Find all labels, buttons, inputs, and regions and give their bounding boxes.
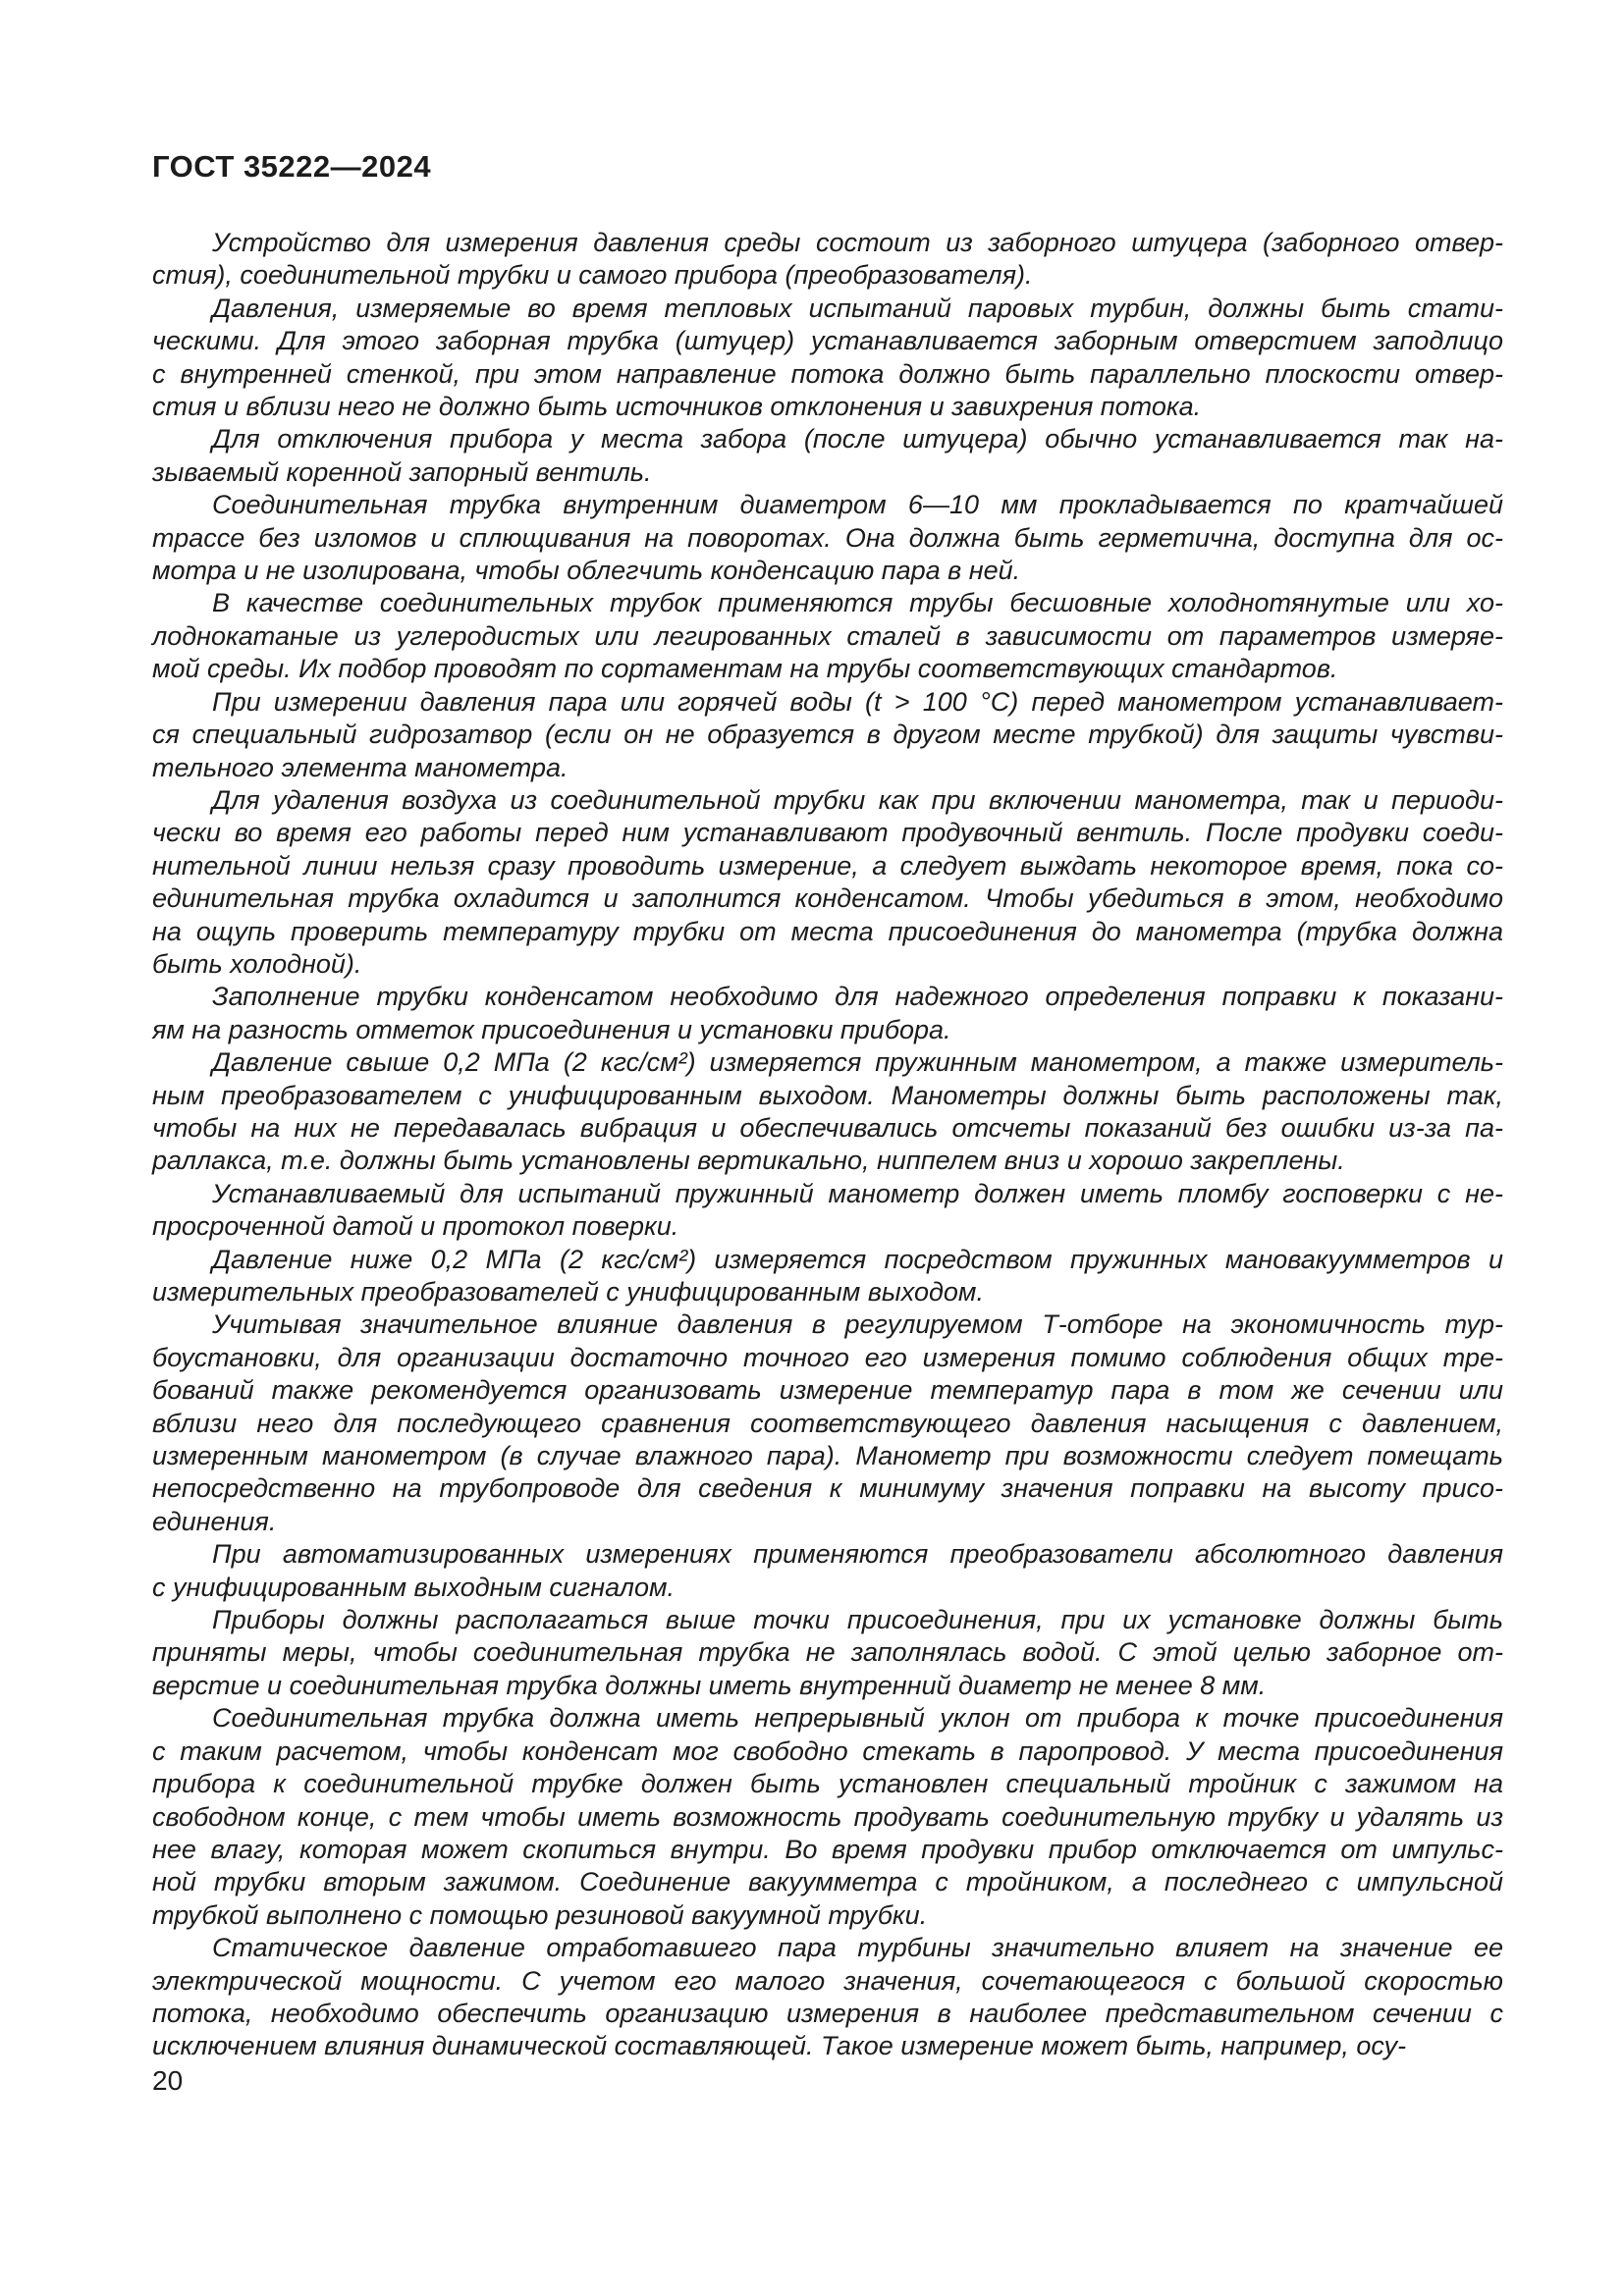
text-line: раллакса, т.е. должны быть установлены вертикально, ниппелем вниз и хорошо закреплены. — [152, 1146, 1345, 1176]
text-line: измерительных преобразователей с унифицированным выходом. — [152, 1277, 984, 1307]
text-line: мотра и не изолирована, чтобы облегчить конденсацию пара в ней. — [152, 556, 1021, 586]
text-line: стия и вблизи него не должно быть источников отклонения и завихрения потока. — [152, 392, 1202, 422]
text-line: ческими. Для этого заборная трубка (штуцер) устанавливается заборным отверстием заподлицо — [152, 326, 1503, 356]
text-line: с унифицированным выходным сигналом. — [152, 1572, 676, 1602]
text-line: быть холодной). — [152, 948, 362, 979]
text-line: измеренным манометром (в случае влажного пара). Манометр при возможности следует помещать — [152, 1441, 1503, 1471]
text-line: с таким расчетом, чтобы конденсат мог свободно стекать в паропровод. У места присоединения — [152, 1735, 1503, 1766]
text-line: единения. — [152, 1506, 277, 1536]
text-line: прибора к соединительной трубке должен быть установлен специальный тройник с зажимом на — [152, 1769, 1503, 1799]
text-line: Для удаления воздуха из соединительной трубки как при включении манометра, так и периоди- — [212, 784, 1503, 815]
text-line: на ощупь проверить температуру трубки от места присоединения до манометра (трубка должна — [152, 916, 1503, 946]
text-line: чтобы на них не передавалась вибрация и обеспечивались отсчеты показаний без ошибки из-за па- — [152, 1112, 1503, 1143]
text-line: Давление свыше 0,2 МПа (2 кгс/см²) измеряется пружинным манометром, а также измеритель- — [212, 1047, 1503, 1078]
text-line: с внутренней стенкой, при этом направление потока должно быть параллельно плоскости отвер- — [152, 358, 1503, 389]
text-line: Соединительная трубка внутренним диаметром 6—10 мм прокладывается по кратчайшей — [212, 490, 1503, 520]
text-line: Статическое давление отработавшего пара турбины значительно влияет на значение ее — [212, 1933, 1503, 1963]
text-line: Устанавливаемый для испытаний пружинный манометр должен иметь пломбу госповерки с не- — [212, 1178, 1503, 1208]
text-line: зываемый коренной запорный вентиль. — [152, 456, 652, 487]
text-line: Соединительная трубка должна иметь непрерывный уклон от прибора к точке присоединения — [212, 1703, 1503, 1734]
text-line: Давления, измеряемые во время тепловых испытаний паровых турбин, должны быть стати- — [212, 293, 1503, 323]
text-line: Заполнение трубки конденсатом необходимо для надежного определения поправки к показани- — [212, 982, 1503, 1012]
text-line: В качестве соединительных трубок применяются трубы бесшовные холоднотянутые или хо- — [212, 588, 1503, 618]
text-line: исключением влияния динамической составляющей. Такое измерение может быть, например, осу- — [152, 2031, 1407, 2061]
text-line: трассе без изломов и сплющивания на поворотах. Она должна быть герметична, доступна для ос- — [152, 522, 1503, 553]
text-line: мой среды. Их подбор проводят по сортаментам на трубы соответствующих стандартов. — [152, 654, 1338, 684]
text-line: бований также рекомендуется организовать измерение температур пара в том же сечении или — [152, 1375, 1503, 1406]
document-body — [152, 227, 1503, 2063]
text-line: нительной линии нельзя сразу проводить измерение, а следует выждать некоторое время, пока со- — [152, 850, 1503, 881]
text-line: электрической мощности. С учетом его малого значения, сочетающегося с большой скоростью — [152, 1965, 1503, 1996]
text-line: Давление ниже 0,2 МПа (2 кгс/см²) измеряется посредством пружинных мановакуумметров и — [212, 1244, 1503, 1274]
text-line: просроченной датой и протокол поверки. — [152, 1211, 679, 1242]
text-line: чески во время его работы перед ним устанавливают продувочный вентиль. После продувки соеди- — [152, 818, 1503, 848]
document-header: ГОСТ 35222—2024 — [152, 149, 432, 184]
text-line: лоднокатаные из углеродистых или легированных сталей в зависимости от параметров измеряе- — [152, 620, 1503, 651]
text-line: боустановки, для организации достаточно точного его измерения помимо соблюдения общих тре- — [152, 1342, 1503, 1372]
text-line: ным преобразователем с унифицированным выходом. Манометры должны быть расположены так, — [152, 1080, 1503, 1110]
text-line: Учитывая значительное влияние давления в регулируемом Т-отборе на экономичность тур- — [212, 1309, 1503, 1340]
text-line: нее влагу, которая может скопиться внутри. Во время продувки прибор отключается от импульс- — [152, 1834, 1503, 1864]
text-line: Приборы должны располагаться выше точки присоединения, при их установке должны быть — [212, 1605, 1503, 1635]
text-line: При измерении давления пара или горячей воды (t > 100 °С) перед манометром устанавливает- — [212, 686, 1503, 717]
text-line: тельного элемента манометра. — [152, 752, 568, 782]
text-line: ям на разность отметок присоединения и установки прибора. — [152, 1014, 951, 1044]
page-number: 20 — [152, 2065, 184, 2096]
text-line: единительная трубка охладится и заполнится конденсатом. Чтобы убедиться в этом, необходимо — [152, 883, 1503, 914]
text-line: стия), соединительной трубки и самого прибора (преобразователя). — [152, 260, 1033, 291]
text-line: свободном конце, с тем чтобы иметь возможность продувать соединительную трубку и удалять из — [152, 1801, 1503, 1832]
text-line: трубкой выполнено с помощью резиновой вакуумной трубки. — [152, 1899, 928, 1930]
text-line: При автоматизированных измерениях применяются преобразователи абсолютного давления — [212, 1539, 1503, 1570]
text-line: верстие и соединительная трубка должны иметь внутренний диаметр не менее 8 мм. — [152, 1670, 1267, 1700]
text-line: Для отключения прибора у места забора (после штуцера) обычно устанавливается так на- — [212, 424, 1503, 454]
text-line: непосредственно на трубопроводе для сведения к минимуму значения поправки на высоту присо- — [152, 1473, 1503, 1504]
text-line: Устройство для измерения давления среды состоит из заборного штуцера (заборного отвер- — [212, 228, 1503, 257]
text-line: приняты меры, чтобы соединительная трубка не заполнялась водой. С этой целью заборное от- — [152, 1637, 1503, 1668]
text-line: потока, необходимо обеспечить организацию измерения в наиболее представительном сечении с — [152, 1998, 1503, 2028]
text-line: ной трубки вторым зажимом. Соединение вакуумметра с тройником, а последнего с импульсной — [152, 1867, 1503, 1897]
text-line: вблизи него для последующего сравнения соответствующего давления насыщения с давлением, — [152, 1408, 1503, 1438]
text-line: ся специальный гидрозатвор (если он не образуется в другом месте трубкой) для защиты чувстви- — [152, 720, 1503, 750]
